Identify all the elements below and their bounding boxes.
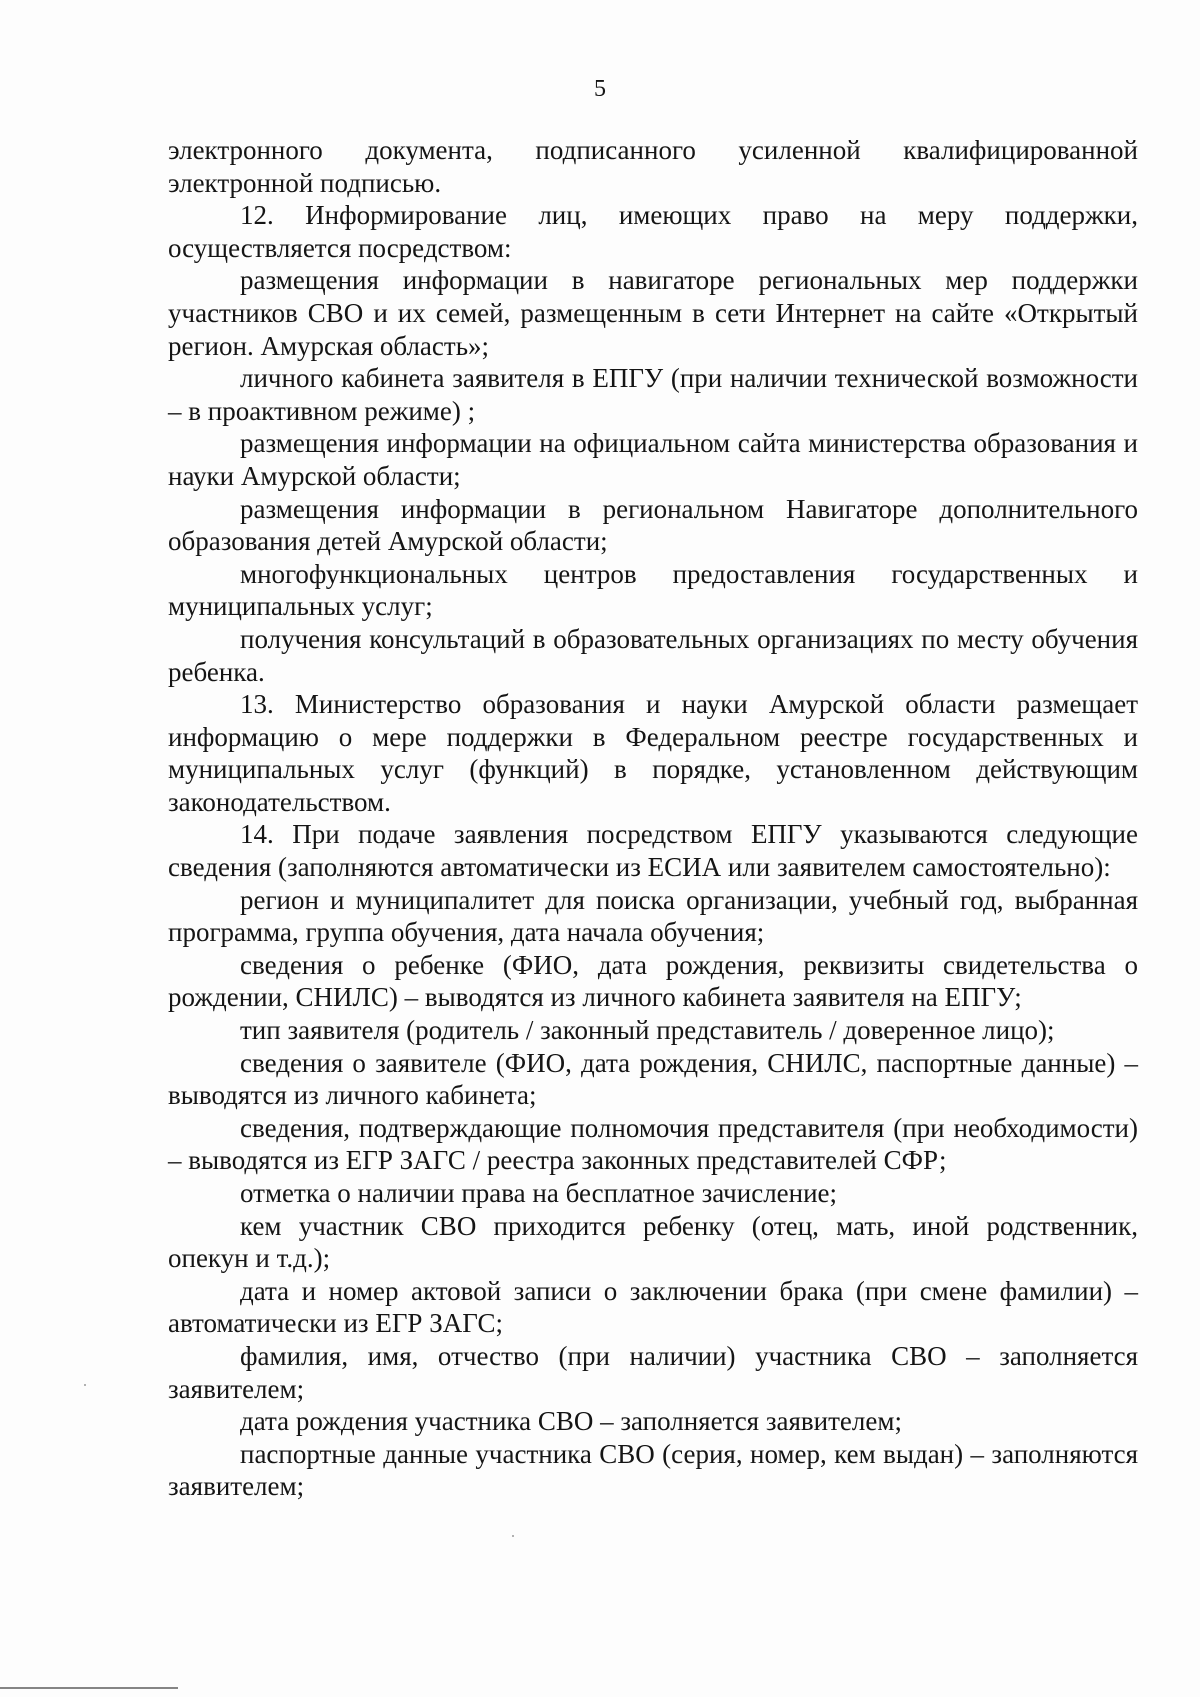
paragraph: размещения информации в региональном Навигаторе дополнительного образования детей Амурской области; [168,493,1138,557]
scan-artifact-dot [512,1535,514,1537]
document-body [168,134,1138,1503]
paragraph: отметка о наличии права на бесплатное зачисление; [240,1178,838,1208]
paragraph: 13. Министерство образования и науки Амурской области размещает информацию о мере поддержки в Федеральном реестре государственных и муниципальных услуг (функций) в порядке, установленном действующим законодательством. [168,689,1138,817]
paragraph: личного кабинета заявителя в ЕПГУ (при наличии технической возможности – в проактивном режиме) ; [168,363,1138,426]
paragraph: 14. При подаче заявления посредством ЕПГУ указываются следующие сведения (заполняются автоматически из ЕСИА или заявителем самостоятельно): [168,819,1138,883]
paragraph: сведения о ребенке (ФИО, дата рождения, реквизиты свидетельства о рождении, СНИЛС) – выводятся из личного кабинета заявителя на ЕПГУ; [168,949,1138,1013]
paragraph: сведения, подтверждающие полномочия представителя (при необходимости) – выводятся из ЕГР ЗАГС / реестра законных представителей СФР; [168,1112,1138,1176]
paragraph: сведения о заявителе (ФИО, дата рождения, СНИЛС, паспортные данные) – выводятся из личного кабинета; [168,1047,1138,1111]
paragraph: дата и номер актовой записи о заключении брака (при смене фамилии) – автоматически из ЕГР ЗАГС; [168,1275,1138,1339]
paragraph: дата рождения участника СВО – заполняется заявителем; [240,1406,902,1437]
scan-artifact-line [0,1687,178,1689]
scan-artifact-dot [84,1384,86,1386]
paragraph: электронного документа, подписанного усиленной квалифицированной электронной подписью. [168,135,1138,198]
paragraph: размещения информации в навигаторе региональных мер поддержки участников СВО и их семей, размещенным в сети Интернет на сайте «Открытый регион. Амурская область»; [168,265,1138,361]
paragraph: паспортные данные участника СВО (серия, номер, кем выдан) – заполняются заявителем; [168,1438,1138,1502]
paragraph: получения консультаций в образовательных организациях по месту обучения ребенка. [168,623,1138,687]
paragraph: тип заявителя (родитель / законный представитель / доверенное лицо); [240,1015,1055,1046]
page-number: 5 [594,76,606,102]
paragraph: многофункциональных центров предоставления государственных и муниципальных услуг; [168,558,1138,622]
paragraph: регион и муниципалитет для поиска организации, учебный год, выбранная программа, группа обучения, дата начала обучения; [168,884,1138,948]
paragraph: размещения информации на официальном сайта министерства образования и науки Амурской области; [168,428,1138,491]
paragraph: 12. Информирование лиц, имеющих право на меру поддержки, осуществляется посредством: [168,200,1138,263]
paragraph: фамилия, имя, отчество (при наличии) участника СВО – заполняется заявителем; [168,1340,1138,1404]
paragraph: кем участник СВО приходится ребенку (отец, мать, иной родственник, опекун и т.д.); [168,1210,1138,1274]
